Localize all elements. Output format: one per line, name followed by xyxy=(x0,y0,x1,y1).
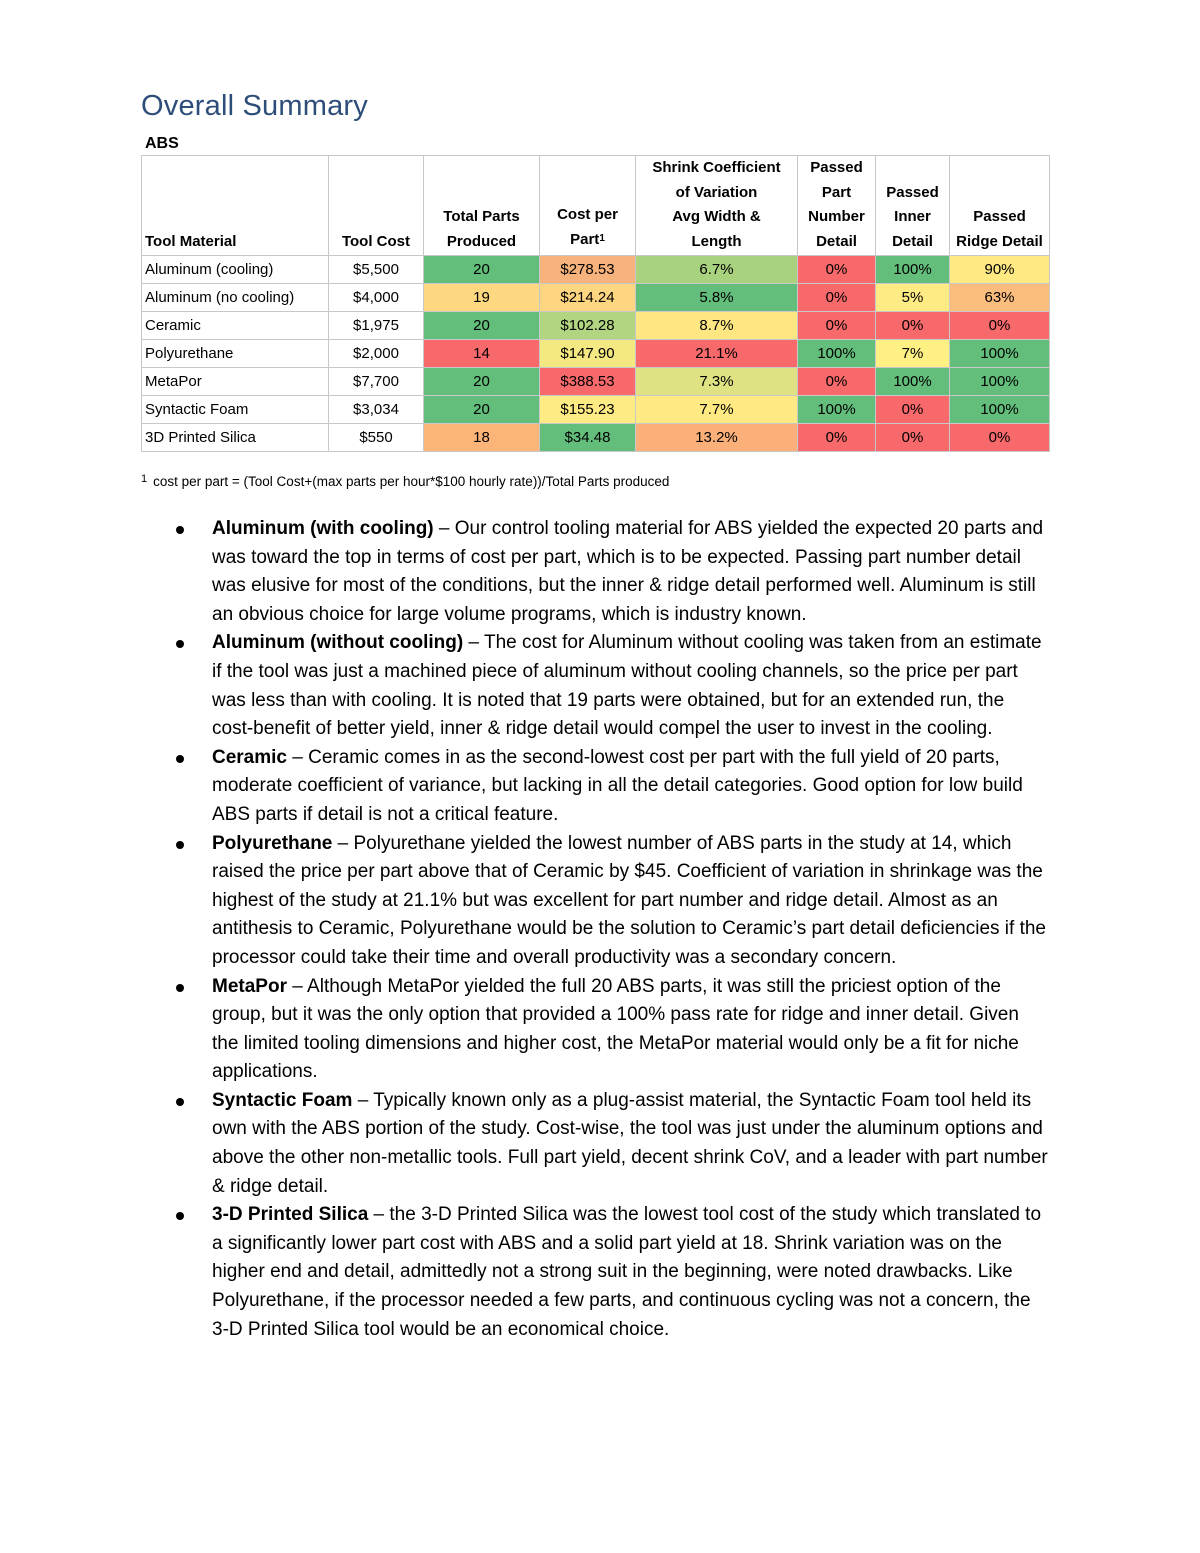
column-header xyxy=(950,156,1050,256)
column-header-line: Produced xyxy=(446,232,517,250)
tool-material-cell: 3D Printed Silica xyxy=(142,424,329,452)
bullet-icon xyxy=(176,526,184,534)
bullet-lead: Syntactic Foam xyxy=(212,1089,353,1111)
table-body xyxy=(142,256,1050,452)
column-header-line: Length xyxy=(691,232,742,250)
footnote-marker: 1 xyxy=(141,473,148,485)
page-title: Overall Summary xyxy=(141,90,368,122)
bullet-text: – the 3-D Printed Silica was the lowest tool cost of the study which translated to a significantly lower part cost with ABS and a solid part yield at 18. Shrink variation was on the higher end and detail, admittedly not a strong suit in the beginning, were noted drawbacks. Like Polyurethane, if the processor needed a few parts, and continuous cycling was not a concern, the 3-D Printed Silica tool would be an economical choice. xyxy=(212,1204,1042,1340)
table-header-row xyxy=(142,156,1050,256)
section-label: ABS xyxy=(145,135,179,152)
bullet-item xyxy=(170,515,1050,629)
column-header xyxy=(424,156,540,256)
table-cell: 63% xyxy=(950,284,1050,312)
column-header-line: Tool Cost xyxy=(341,232,411,250)
table-cell: $388.53 xyxy=(540,368,636,396)
bullet-icon xyxy=(176,984,184,992)
bullet-lead: Aluminum (with cooling) xyxy=(212,518,434,539)
table-cell: 0% xyxy=(798,368,876,396)
table-cell: 100% xyxy=(876,368,950,396)
table-cell: $102.28 xyxy=(540,312,636,340)
table-cell: 100% xyxy=(876,256,950,284)
table-cell: 100% xyxy=(950,396,1050,424)
column-header-line: Shrink Coefficient xyxy=(652,159,781,176)
tool-material-cell: Aluminum (cooling) xyxy=(142,256,329,284)
table-cell: $147.90 xyxy=(540,340,636,368)
bullet-icon xyxy=(176,1098,184,1106)
table-cell: 100% xyxy=(950,340,1050,368)
bullet-lead: Ceramic xyxy=(212,746,287,768)
table-row xyxy=(142,368,1050,396)
bullet-item xyxy=(170,1087,1050,1201)
column-header-line: of Variation xyxy=(675,183,758,201)
footnote-ref: 1 xyxy=(599,232,605,244)
table-cell: 0% xyxy=(798,256,876,284)
column-header-line: Ridge Detail xyxy=(956,232,1043,250)
table-cell: 7.7% xyxy=(636,396,798,424)
table-cell: 0% xyxy=(876,396,950,424)
table-cell: $5,500 xyxy=(329,256,424,284)
table-row xyxy=(142,284,1050,312)
column-header xyxy=(540,156,636,256)
table-cell: 0% xyxy=(798,424,876,452)
table-cell: $1,975 xyxy=(329,312,424,340)
table-cell: 7% xyxy=(876,340,950,368)
bullet-lead: 3-D Printed Silica xyxy=(212,1204,369,1226)
column-header-line: Avg Width & xyxy=(672,208,761,225)
column-header xyxy=(142,156,329,256)
table-cell: 0% xyxy=(798,284,876,312)
tool-material-cell: Polyurethane xyxy=(142,340,329,368)
column-header-line: Number xyxy=(808,208,865,225)
tool-material-cell: Syntactic Foam xyxy=(142,396,329,424)
table-cell: $214.24 xyxy=(540,284,636,312)
table-cell: 100% xyxy=(798,340,876,368)
bullet-text: – Typically known only as a plug-assist material, the Syntactic Foam tool held its own with the ABS portion of the study. Cost-wise, the tool was just under the aluminum options and above the other non-metallic tools. Full part yield, decent shrink CoV, and a leader with part number & ridge detail. xyxy=(212,1089,1048,1197)
column-header-line: Part xyxy=(570,230,600,248)
table-cell: $34.48 xyxy=(540,424,636,452)
column-header-line: Part xyxy=(821,183,852,201)
table-cell: 19 xyxy=(424,284,540,312)
column-header xyxy=(876,156,950,256)
tool-material-cell: Aluminum (no cooling) xyxy=(142,284,329,312)
table-cell: 5.8% xyxy=(636,284,798,312)
bullet-icon xyxy=(176,841,184,849)
table-cell: 0% xyxy=(798,312,876,340)
tool-material-cell: Ceramic xyxy=(142,312,329,340)
table-cell: 0% xyxy=(950,424,1050,452)
table-cell: 21.1% xyxy=(636,340,798,368)
table-cell: $2,000 xyxy=(329,340,424,368)
bullet-item xyxy=(170,744,1050,830)
table-cell: $4,000 xyxy=(329,284,424,312)
column-header-line: Passed xyxy=(810,159,863,176)
column-header-line: Tool Material xyxy=(145,232,237,250)
table-cell: 20 xyxy=(424,368,540,396)
table-cell: $3,034 xyxy=(329,396,424,424)
column-header-line: Passed xyxy=(886,183,939,201)
table-cell: 0% xyxy=(876,424,950,452)
table-cell: $278.53 xyxy=(540,256,636,284)
bullet-list xyxy=(170,515,1050,1344)
column-header-line: Detail xyxy=(816,232,857,250)
column-header-line: Detail xyxy=(892,232,933,250)
table-row xyxy=(142,340,1050,368)
table-cell: 20 xyxy=(424,256,540,284)
bullet-lead: MetaPor xyxy=(212,975,287,997)
summary-table xyxy=(141,155,1050,452)
table-row xyxy=(142,396,1050,424)
bullet-lead: Polyurethane xyxy=(212,832,333,854)
bullet-item xyxy=(170,1201,1050,1344)
bullet-icon xyxy=(176,755,184,763)
table-cell: 13.2% xyxy=(636,424,798,452)
table-cell: 8.7% xyxy=(636,312,798,340)
table-cell: 5% xyxy=(876,284,950,312)
table-cell: 90% xyxy=(950,256,1050,284)
table-cell: 6.7% xyxy=(636,256,798,284)
table-cell: 20 xyxy=(424,396,540,424)
bullet-item xyxy=(170,629,1050,743)
table-cell: $7,700 xyxy=(329,368,424,396)
table-cell: 18 xyxy=(424,424,540,452)
footnote xyxy=(141,474,669,489)
bullet-text: – Our control tooling material for ABS yielded the expected 20 parts and was toward the top in terms of cost per part, which is to be expected. Passing part number detail was elusive for most of the conditions, but the inner & ridge detail performed well. Aluminum is still an obvious choice for large volume programs, which is industry known. xyxy=(212,518,1044,625)
footnote-text: cost per part = (Tool Cost+(max parts per hour*$100 hourly rate))/Total Parts produced xyxy=(153,474,670,489)
column-header-line: Total Parts xyxy=(443,208,520,225)
bullet-item xyxy=(170,973,1050,1087)
table-cell: $550 xyxy=(329,424,424,452)
table-row xyxy=(142,424,1050,452)
table-cell: 20 xyxy=(424,312,540,340)
column-header xyxy=(329,156,424,256)
table-cell: $155.23 xyxy=(540,396,636,424)
column-header-line: Cost per xyxy=(557,206,618,223)
table-cell: 0% xyxy=(876,312,950,340)
bullet-lead: Aluminum (without cooling) xyxy=(212,632,464,654)
table-cell: 0% xyxy=(950,312,1050,340)
table-row xyxy=(142,312,1050,340)
column-header-line: Passed xyxy=(973,208,1026,225)
tool-material-cell: MetaPor xyxy=(142,368,329,396)
bullet-text: – Polyurethane yielded the lowest number of ABS parts in the study at 14, which raised the price per part above that of Ceramic by $45. Coefficient of variation in shrinkage was the highest of the study at 21.1% but was excellent for part number and ridge detail. Almost as an antithesis to Ceramic, Polyurethane would be the solution to Ceramic’s part detail deficiencies if the processor could take their time and overall productivity was a secondary concern. xyxy=(212,832,1046,968)
bullet-icon xyxy=(176,1212,184,1220)
table-cell: 7.3% xyxy=(636,368,798,396)
table-cell: 100% xyxy=(950,368,1050,396)
table-cell: 100% xyxy=(798,396,876,424)
bullet-item xyxy=(170,830,1050,973)
column-header xyxy=(798,156,876,256)
table-cell: 14 xyxy=(424,340,540,368)
bullet-text: – Although MetaPor yielded the full 20 ABS parts, it was still the priciest option of the group, but it was the only option that provided a 100% pass rate for ridge and inner detail. Given the limited tooling dimensions and higher cost, the MetaPor material would only be a fit for niche applications. xyxy=(212,975,1019,1083)
bullet-text: – The cost for Aluminum without cooling was taken from an estimate if the tool was just a machined piece of aluminum without cooling channels, so the price per part was less than with cooling. It is noted that 19 parts were obtained, but for an extended run, the cost-benefit of better yield, inner & ridge detail would compel the user to invest in the cooling. xyxy=(212,632,1042,740)
bullet-text: – Ceramic comes in as the second-lowest cost per part with the full yield of 20 parts, moderate coefficient of variance, but lacking in all the detail categories. Good option for low build ABS parts if detail is not a critical feature. xyxy=(212,746,1023,825)
bullet-icon xyxy=(176,640,184,648)
column-header xyxy=(636,156,798,256)
column-header-line: Inner xyxy=(894,208,931,225)
table-row xyxy=(142,256,1050,284)
